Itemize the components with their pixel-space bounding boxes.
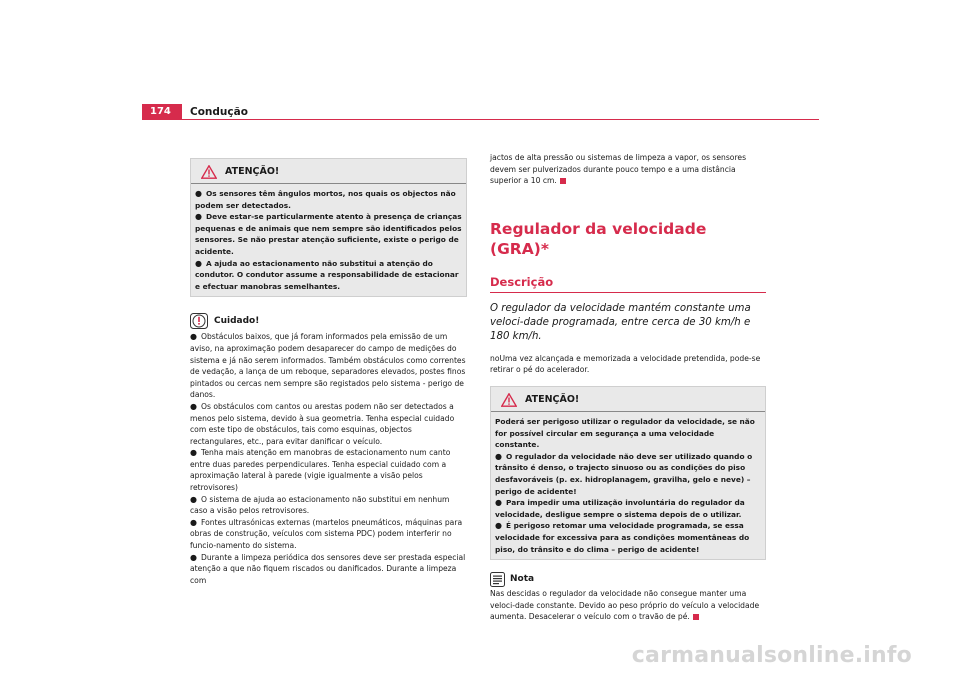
warning-title: ATENÇÃO! xyxy=(225,166,280,178)
warning-bullet: ● É perigoso retomar uma velocidade programada, se essa velocidade for excessiva para as condições momentâneas do piso, do trânsito e do clima – perigo de acidente! xyxy=(495,521,750,554)
bullet-icon: ● xyxy=(190,517,197,527)
section-title: Regulador da velocidade (GRA)* xyxy=(490,219,707,258)
left-column xyxy=(190,158,467,586)
caution-bullet: ● Os obstáculos com cantos ou arestas podem não ser detectados a menos pelo sistema, devido à sua geometria. Tenha especial cuidado com este tipo de obstáculos, tais como esquinas, objectos rectangulares, etc., para evitar danificar o veículo. xyxy=(190,401,455,446)
caution-title: Cuidado! xyxy=(214,315,260,326)
bullet-icon: ● xyxy=(495,521,502,531)
warning-divider xyxy=(491,411,765,412)
note-icon xyxy=(490,572,505,587)
footer-watermark: carmanualsonline.info xyxy=(631,643,912,668)
header-rule xyxy=(142,119,819,120)
caution-bullet: ● Fontes ultrasónicas externas (martelos pneumáticos, máquinas para obras de construção, veículos com sistema PDC) podem interferir no funcio-namento do sistema. xyxy=(190,517,463,551)
warning-triangle-icon xyxy=(201,165,217,179)
caution-bullet: ● Obstáculos baixos, que já foram informados pela emissão de um aviso, na aproximação podem desaparecer do campo de medições do sistema e já não serem informados. Também obstáculos como correntes de vedação, a lança de um reboque, separadores elevados, postes finos pintados ou cercas nem sempre são registados pelo sistema - perigo de danos. xyxy=(190,332,466,400)
bullet-icon: ● xyxy=(195,212,202,222)
bullet-icon: ● xyxy=(195,258,202,268)
caution-bullet: ● Tenha mais atenção em manobras de estacionamento num canto entre duas paredes perpendiculares. Tenha especial cuidado com a aproximação lateral à parede (vigie igualmente a visão pelos retrovisores) xyxy=(190,448,451,493)
warning-divider xyxy=(191,183,466,184)
warning-box-left xyxy=(190,158,467,297)
warning-bullet: ● O regulador da velocidade não deve ser utilizado quando o trânsito é denso, o trajecto sinuoso ou as condições do piso desfavoráveis (p. ex. hidroplanagem, gravilha, gelo e neve) – perigo de acidente! xyxy=(495,451,753,496)
warning-header xyxy=(495,390,761,410)
page-number: 174 xyxy=(142,104,182,120)
note-header xyxy=(490,572,766,587)
page-section-title: Condução xyxy=(190,106,248,118)
note-text: Nas descidas o regulador da velocidade não consegue manter uma veloci-dade constante. Devido ao peso próprio do veículo a velocidade aumenta. Desacelerar o veículo com o travão de pé. xyxy=(490,589,760,622)
end-mark-icon xyxy=(560,178,566,184)
bullet-icon: ● xyxy=(190,332,197,342)
right-column xyxy=(490,152,766,623)
lead-paragraph: O regulador da velocidade mantém constante uma veloci-dade programada, entre cerca de 30 km/h e 180 km/h. xyxy=(490,302,751,342)
warning-header xyxy=(195,162,462,182)
caution-icon xyxy=(190,313,208,329)
bullet-icon: ● xyxy=(190,552,197,562)
warning-bullet: ● Os sensores têm ângulos mortos, nos quais os objectos não podem ser detectados. xyxy=(195,189,456,210)
bullet-icon: ● xyxy=(495,498,502,508)
warning-triangle-icon xyxy=(501,393,517,407)
bullet-icon: ● xyxy=(190,494,197,504)
caution-bullet: ● O sistema de ajuda ao estacionamento não substitui em nenhum caso a visão pelos retrovisores. xyxy=(190,494,450,516)
warning-bullet: ● Deve estar-se particularmente atento à presença de crianças pequenas e de animais que nem sempre são identificados pelos sensores. Se não prestar atenção suficiente, existe o perigo de acidente. xyxy=(195,212,462,256)
bullet-icon: ● xyxy=(195,189,202,198)
continuation-paragraph: jactos de alta pressão ou sistemas de limpeza a vapor, os sensores devem ser pulverizados durante pouco tempo e a uma distância superior a 10 cm. xyxy=(490,153,747,186)
bullet-icon: ● xyxy=(495,451,502,461)
note-title: Nota xyxy=(510,573,535,584)
subsection-rule xyxy=(490,292,766,293)
bullet-icon: ● xyxy=(190,448,197,458)
subsection-title: Descrição xyxy=(490,274,554,289)
caution-bullet: ● Durante a limpeza periódica dos sensores deve ser prestada especial atenção a que não fiquem riscados ou danificados. Durante a limpeza com xyxy=(190,552,466,585)
warning-title: ATENÇÃO! xyxy=(525,394,580,406)
caution-header xyxy=(190,313,467,329)
warning-bullet: ● Para impedir uma utilização involuntária do regulador da velocidade, desligue sempre o sistema depois de o utilizar. xyxy=(495,498,745,519)
end-mark-icon xyxy=(693,614,699,620)
bullet-icon: ● xyxy=(190,401,197,411)
warning-bullet: ● A ajuda ao estacionamento não substitui a atenção do condutor. O condutor assume a responsabilidade de estacionar e efectuar manobras semelhantes. xyxy=(195,258,459,291)
body-paragraph: noUma vez alcançada e memorizada a velocidade pretendida, pode-se retirar o pé do acelerador. xyxy=(490,353,761,375)
warning-box-right xyxy=(490,386,766,560)
warning-intro: Poderá ser perigoso utilizar o regulador da velocidade, se não for possível circular em segurança a uma velocidade constante. xyxy=(495,416,755,450)
